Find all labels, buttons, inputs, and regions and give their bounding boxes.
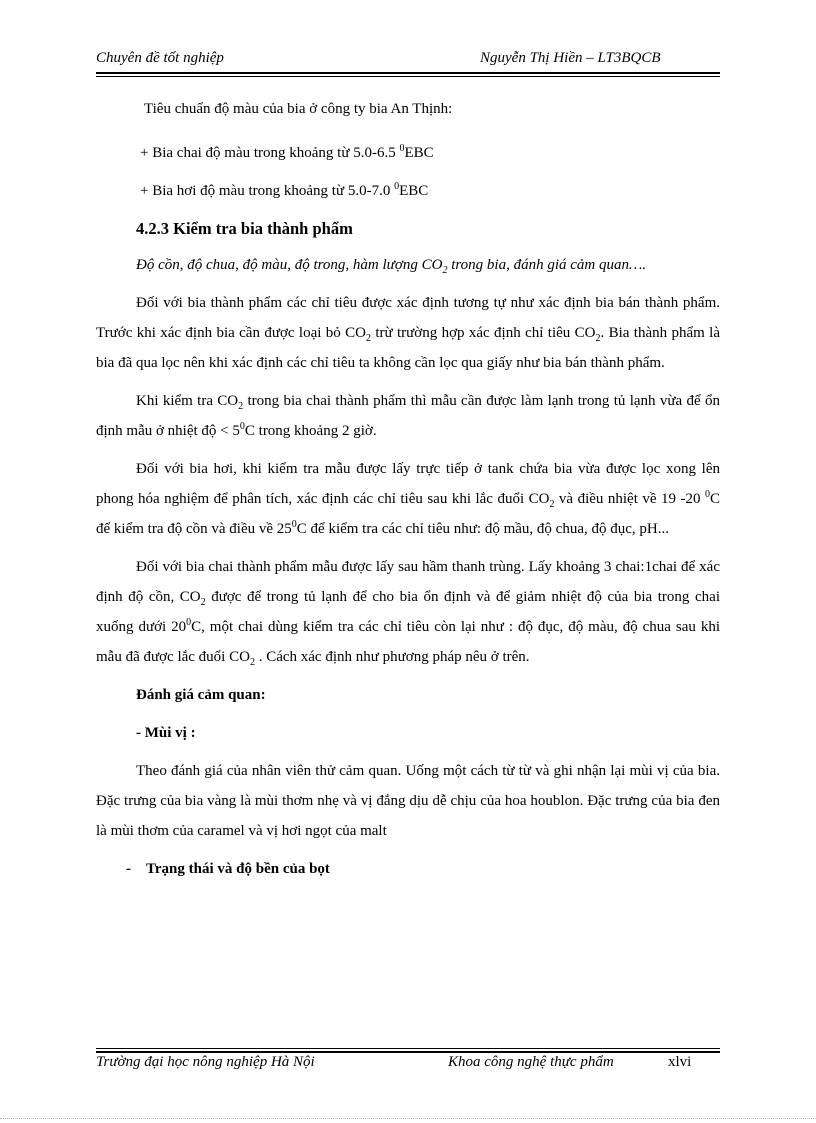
taste-paragraph: Theo đánh giá của nhân viên thử cảm quan. Uống một cách từ từ và ghi nhận lại mùi vị của bia. Đặc trưng của bia vàng là mùi thơm nhẹ và vị đắng dịu dễ chịu của hoa houblon. Đặc trưng của bia đen là mùi thơm của caramel và vị hơi ngọt của malt [96,763,720,839]
paragraph-bottled-beer: Đối với bia chai thành phẩm mẫu được lấy sau hầm thanh trùng. Lấy khoảng 3 chai:1chai để xác định độ cồn, $CO_2$ được để trong tủ lạnh để cho bia ổn định và để giảm nhiệt độ của bia trong chai xuống dưới $20^0C$, một chai dùng kiểm tra các chỉ tiêu còn lại như : độ đục, độ màu, độ chua sau khi mẫu đã được lắc đuổi $CO_2$ . Cách xác định như phương pháp nêu ở trên. [96,559,720,668]
page-number: xlvi [668,1054,692,1070]
color-standard-intro: Tiêu chuẩn độ màu của bia ở công ty bia An Thịnh: [144,101,453,117]
header-rule-thick [96,72,720,74]
page-edge-dotted [0,1118,816,1119]
paragraph-co2-check: Khi kiểm tra $CO_2$ trong bia chai thành phẩm thì mẫu cần được làm lạnh trong tủ lạnh vừa để ổn định mẫu ở nhiệt độ < $5^0C$ trong khoảng 2 giờ. [96,393,720,439]
page-header [96,50,720,70]
page-body [96,94,720,884]
paragraph-draft-beer: Đối với bia hơi, khi kiểm tra mẫu được lấy trực tiếp ở tank chứa bia vừa được lọc xong lên phong hóa nghiệm để phân tích, xác định các chỉ tiêu sau khi lắc đuổi $CO_2$ và điều nhiệt về 19 -20 $^0$C để kiểm tra độ cồn và điều về $25^0C$ để kiểm tra các chỉ tiêu như: độ mầu, độ chua, độ đục, pH... [96,461,720,537]
foam-heading: - Trạng thái và độ bền của bọt [96,854,720,884]
sensory-heading: Đánh giá cảm quan: [136,687,266,703]
section-heading: 4.2.3 Kiểm tra bia thành phẩm [136,219,353,238]
color-standard-item-bottled: + Bia chai độ màu trong khoảng từ 5.0-6.5 $^0$EBC [140,143,434,161]
paragraph-finished-beer: Đối với bia thành phẩm các chỉ tiêu được xác định tương tự như xác định bia bán thành phẩm. Trước khi xác định bia cần được loại bỏ $CO_2$ trừ trường hợp xác định chỉ tiêu $CO_2$. Bia thành phẩm là bia đã qua lọc nên khi xác định các chỉ tiêu ta không cần lọc qua giấy như bia bán thành phẩm. [96,295,720,371]
footer-faculty: Khoa công nghệ thực phẩm [448,1054,614,1070]
footer-university: Trường đại học nông nghiệp Hà Nội [96,1054,315,1070]
footer-rule-thin [96,1048,720,1049]
page-footer [96,1054,720,1074]
section-italic-intro: Độ cồn, độ chua, độ màu, độ trong, hàm lượng $CO_2$ trong bia, đánh giá cảm quan…. [136,257,647,276]
header-author: Nguyễn Thị Hiền – LT3BQCB [480,50,661,66]
footer-rule-thick [96,1051,720,1053]
taste-heading: - Mùi vị : [136,725,196,741]
color-standard-item-draft: + Bia hơi độ màu trong khoảng từ 5.0-7.0 $^0$EBC [140,181,429,199]
header-rule-thin [96,76,720,77]
list-dash: - [126,861,131,877]
header-left-title: Chuyên đề tốt nghiệp [96,50,224,66]
